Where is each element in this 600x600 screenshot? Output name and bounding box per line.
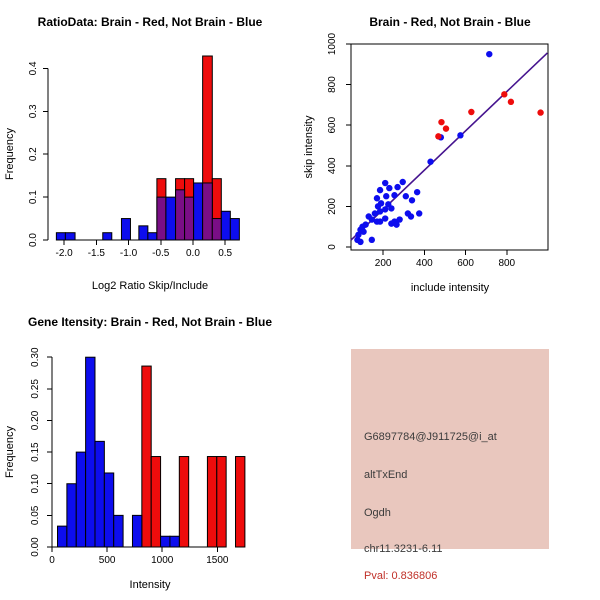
panel-ratio-histogram <box>0 0 300 300</box>
svg-text:0.4: 0.4 <box>28 61 39 76</box>
svg-text:0.10: 0.10 <box>30 474 41 494</box>
svg-text:0.2: 0.2 <box>28 147 39 162</box>
svg-text:-1.0: -1.0 <box>119 248 138 259</box>
svg-text:400: 400 <box>416 258 433 269</box>
gene-intensity-histogram-ylabel: Frequency <box>4 426 16 478</box>
gene-info-card <box>351 349 549 582</box>
svg-text:1000: 1000 <box>151 555 174 566</box>
genomic-location-text: chr11.3231-6.11 <box>364 543 443 555</box>
svg-text:800: 800 <box>498 258 516 269</box>
svg-text:0.0: 0.0 <box>186 248 200 259</box>
svg-text:0.05: 0.05 <box>30 505 41 526</box>
svg-text:0.3: 0.3 <box>28 104 39 119</box>
svg-text:0.00: 0.00 <box>30 537 41 557</box>
svg-text:0.30: 0.30 <box>30 347 41 367</box>
ratio-histogram-ylabel: Frequency <box>4 128 16 180</box>
svg-text:600: 600 <box>457 258 474 269</box>
svg-text:200: 200 <box>327 198 338 215</box>
svg-text:500: 500 <box>98 555 116 566</box>
svg-text:0: 0 <box>327 244 338 250</box>
intensity-scatter-title: Brain - Red, Not Brain - Blue <box>369 15 531 29</box>
panel-gene-intensity-histogram <box>0 300 300 600</box>
svg-text:800: 800 <box>327 76 338 93</box>
svg-text:0.25: 0.25 <box>30 379 41 399</box>
svg-text:600: 600 <box>327 116 338 134</box>
svg-text:0.0: 0.0 <box>28 233 39 247</box>
intensity-scatter-chart <box>300 0 600 300</box>
svg-text:0.5: 0.5 <box>218 248 233 259</box>
svg-text:400: 400 <box>327 157 338 175</box>
svg-text:200: 200 <box>374 258 392 269</box>
svg-text:1500: 1500 <box>206 555 229 566</box>
svg-text:1000: 1000 <box>327 32 338 56</box>
panel-intensity-scatter <box>300 0 600 300</box>
event-type-text: altTxEnd <box>364 469 408 481</box>
ratio-histogram-xlabel: Log2 Ratio Skip/Include <box>91 280 209 292</box>
svg-text:-0.5: -0.5 <box>152 248 170 259</box>
svg-text:-1.5: -1.5 <box>87 248 105 259</box>
gene-symbol-text: Ogdh <box>364 507 391 519</box>
intensity-scatter-xlabel: include intensity <box>410 282 490 294</box>
intensity-scatter-ylabel: skip intensity <box>303 115 315 179</box>
pval-text: Pval: 0.836806 <box>364 570 438 582</box>
svg-text:-2.0: -2.0 <box>55 248 73 259</box>
svg-text:0.15: 0.15 <box>30 442 41 462</box>
gene-intensity-histogram-xlabel: Intensity <box>129 579 171 591</box>
panel-gene-info <box>300 300 600 600</box>
svg-text:0: 0 <box>49 555 55 566</box>
gene-intensity-histogram-chart <box>0 300 300 600</box>
gene-intensity-histogram-title: Gene Itensity: Brain - Red, Not Brain - Blue <box>27 315 273 329</box>
svg-text:0.20: 0.20 <box>30 410 41 431</box>
ratio-histogram-title: RatioData: Brain - Red, Not Brain - Blue <box>37 15 263 29</box>
probe-id-text: G6897784@J911725@i_at <box>364 431 497 443</box>
svg-text:0.1: 0.1 <box>28 190 39 205</box>
ratio-histogram-chart <box>0 0 300 300</box>
